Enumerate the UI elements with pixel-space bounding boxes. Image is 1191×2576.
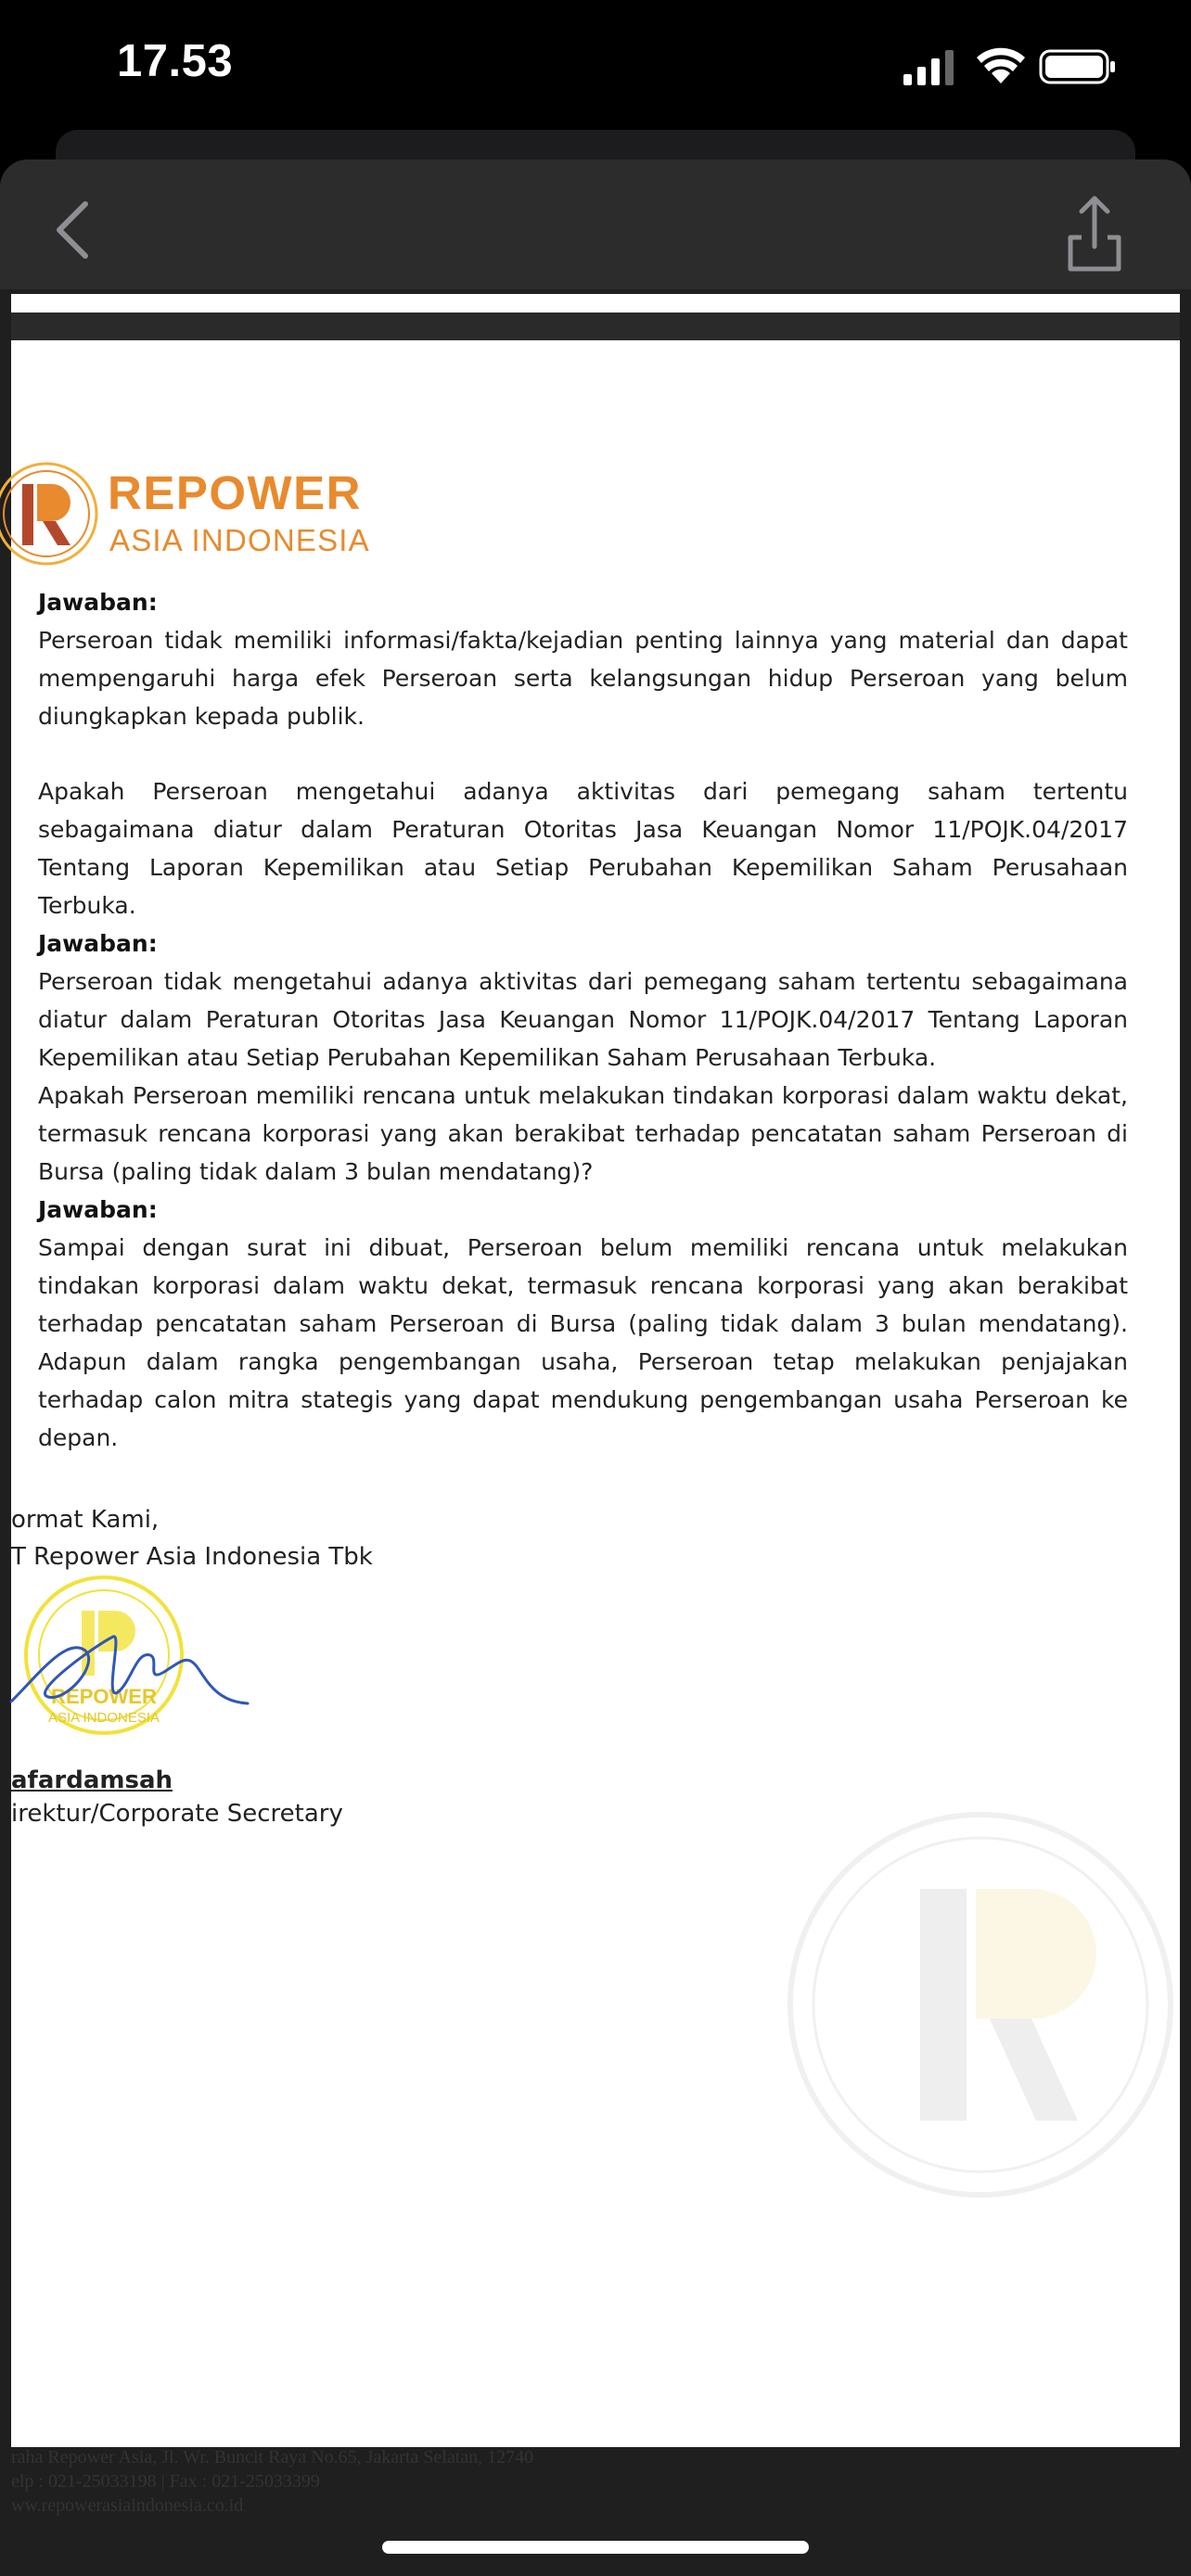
document-footer [11, 2445, 533, 2518]
document-page[interactable] [11, 340, 1180, 2516]
answer-text: Perseroan tidak mengetahui adanya aktivitas dari pemegang saham tertentu sebagaimana diatur dalam Peraturan Otoritas Jasa Keuangan Nomor 11/POJK.04/2017 Tentang Laporan Kepemilikan atau Setiap Perubahan Kepemilikan Saham Perusahaan Terbuka. [38, 968, 1128, 1071]
qa-block-3 [38, 1077, 1128, 1457]
status-bar [0, 0, 1191, 139]
footer-website: ww.repowerasiaindonesia.co.id [11, 2495, 244, 2516]
closing-salutation: ormat Kami, [11, 1506, 160, 1534]
share-icon[interactable] [1057, 191, 1132, 274]
previous-page-edge [11, 294, 1180, 312]
home-indicator[interactable] [382, 2541, 809, 2554]
logo-word-repower: REPOWER [108, 466, 363, 519]
company-stamp-icon [26, 1577, 182, 1733]
signer-title: irektur/Corporate Secretary [11, 1800, 343, 1828]
battery-icon [1039, 48, 1117, 85]
company-logo-mark-icon [0, 458, 102, 569]
footer-address: raha Repower Asia, Jl. Wr. Buncit Raya No.65, Jakarta Selatan, 12740 [11, 2447, 534, 2468]
answer-label: Jawaban: [38, 930, 158, 957]
stamp-line1: REPOWER [51, 1685, 157, 1708]
company-logo [11, 447, 419, 586]
document-viewer [0, 159, 1191, 2576]
stamp-line2: ASIA INDONESIA [47, 1710, 160, 1726]
page-separator [11, 312, 1180, 340]
viewer-toolbar [0, 159, 1191, 289]
answer-block-1 [38, 583, 1128, 735]
logo-word-asia-indonesia: ASIA INDONESIA [109, 523, 370, 557]
wifi-icon [974, 45, 1028, 85]
closing-company: T Repower Asia Indonesia Tbk [11, 1543, 373, 1571]
footer-phone: elp : 021-25033198 | Fax : 021-25033399 [11, 2471, 320, 2492]
signal-icon [902, 48, 955, 85]
signer-name: afardamsah [11, 1766, 173, 1794]
answer-label: Jawaban: [38, 1196, 158, 1223]
answer-text: Perseroan tidak memiliki informasi/fakta/kejadian penting lainnya yang material dan dapat mempengaruhi harga efek Perseroan serta kelangsungan hidup Perseroan yang belum diungkapkan kepada publik. [38, 627, 1128, 730]
question-text: Apakah Perseroan memiliki rencana untuk melakukan tindakan korporasi dalam waktu dekat, termasuk rencana korporasi yang akan berakibat terhadap pencatatan saham Perseroan di Bursa (paling tidak dalam 3 bulan mendatang)? [38, 1082, 1128, 1185]
watermark-logo-icon [781, 1805, 1180, 2204]
question-text: Apakah Perseroan mengetahui adanya aktivitas dari pemegang saham tertentu sebagaimana diatur dalam Peraturan Otoritas Jasa Keuangan Nomor 11/POJK.04/2017 Tentang Laporan Kepemilikan atau Setiap Perubahan Kepemilikan Saham Perusahaan Terbuka. [38, 778, 1128, 919]
page-right-edge [1180, 340, 1191, 2447]
back-chevron-icon[interactable] [37, 193, 111, 267]
status-time: 17.53 [117, 36, 234, 86]
answer-text: Sampai dengan surat ini dibuat, Perseroan belum memiliki rencana untuk melakukan tindakan korporasi dalam waktu dekat, termasuk rencana korporasi yang akan berakibat terhadap pencatatan saham Perseroan di Bursa (paling tidak dalam 3 bulan mendatang). Adapun dalam rangka pengembangan usaha, Perseroan tetap melakukan penjajakan terhadap calon mitra stategis yang dapat mendukung pengembangan usaha Perseroan ke depan. [38, 1234, 1128, 1451]
stamp-signature [11, 1562, 252, 1766]
answer-label: Jawaban: [38, 589, 158, 616]
qa-block-2 [38, 772, 1128, 1077]
